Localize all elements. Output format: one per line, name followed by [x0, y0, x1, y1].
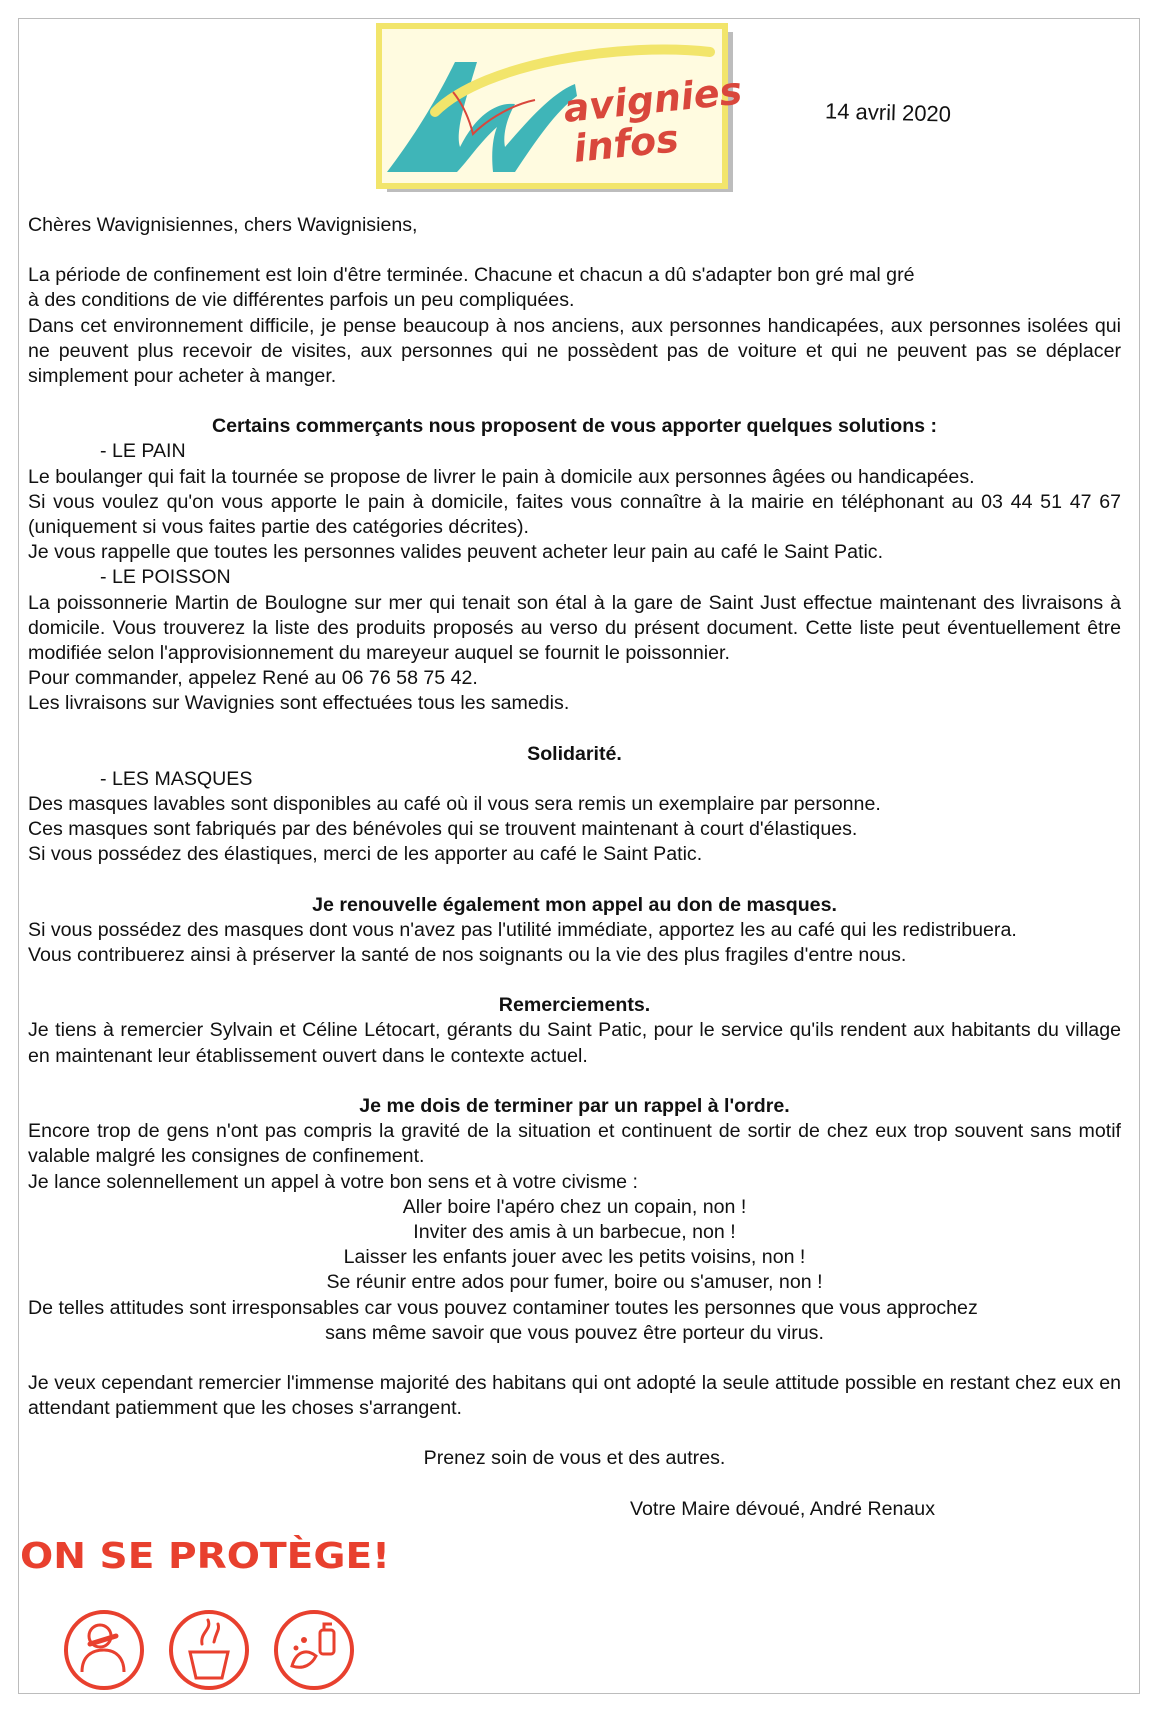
prenez-soin: Prenez soin de vous et des autres. [423, 1447, 726, 1470]
poisson-title: - LE POISSON [100, 566, 231, 589]
letter-body [28, 213, 1121, 1522]
commerce-heading: Certains commerçants nous proposent de vous apporter quelques solutions : [211, 415, 938, 438]
letter-date: 14 avril 2020 [824, 98, 952, 127]
poisson-paragraph: La poissonnerie Martin de Boulogne sur mer qui tenait son étal à la gare de Saint Just effectue maintenant des livraisons à domicile. Vous trouverez la liste des produits proposés au verso du présent document. Cette liste peut éventuellement être modifiée selon l'approvisionnement du mareyeur auquel se fournit le poissonnier. [28, 591, 1121, 665]
intro-line-1: La période de confinement est loin d'être terminée. Chacune et chacun a dû s'adapter bon gré mal gré [28, 264, 915, 287]
majorite-paragraph: Je veux cependant remercier l'immense majorité des habitans qui ont adopté la seule attitude possible en restant chez eux en attendant patiemment que les choses s'arrangent. [28, 1371, 1121, 1420]
poisson-delivery: Les livraisons sur Wavignies sont effectuées tous les samedis. [28, 692, 570, 715]
masques-line-3: Si vous possédez des élastiques, merci de les apporter au café le Saint Patic. [28, 843, 703, 866]
slogan: ON SE PROTÈGE! [20, 1536, 361, 1577]
ordre-list-item: Se réunir entre ados pour fumer, boire ou s'amuser, non ! [326, 1271, 823, 1294]
pain-line-1: Le boulanger qui fait la tournée se propose de livrer le pain à domicile aux personnes âgées ou handicapées. [28, 465, 975, 488]
ordre-list-item: Inviter des amis à un barbecue, non ! [413, 1220, 736, 1243]
attitudes-line-1: De telles attitudes sont irresponsables car vous pouvez contaminer toutes les personnes que vous approchez [28, 1296, 978, 1319]
ordre-line-2: Je lance solennellement un appel à votre bon sens et à votre civisme : [28, 1170, 638, 1193]
cough-in-elbow-icon [66, 1612, 142, 1688]
pain-line-3: Je vous rappelle que toutes les personnes valides peuvent acheter leur pain au café le Saint Patic. [28, 541, 884, 564]
hand-wash-icon [276, 1612, 352, 1688]
ordre-line-1: Encore trop de gens n'ont pas compris la gravité de la situation et continuent de sortir de chez eux trop souvent sans motif valable malgré les consignes de confinement. [28, 1120, 1121, 1168]
remerciements-heading: Remerciements. [498, 994, 651, 1017]
greeting: Chères Wavignisiennes, chers Wavignisiens, [28, 214, 418, 236]
wavignies-infos-logo [365, 22, 765, 200]
tissue-bin-icon [171, 1612, 247, 1688]
logo-text-line2: infos [571, 116, 681, 171]
pain-line-2: Si vous voulez qu'on vous apporte le pain à domicile, faites vous connaître à la mairie en téléphonant au 03 44 51 47 67 (uniquement si vous faites partie des catégories décrites). [28, 490, 1121, 539]
pain-title: - LE PAIN [100, 440, 186, 463]
don-heading: Je renouvelle également mon appel au don de masques. [312, 893, 837, 916]
intro-paragraph: Dans cet environnement difficile, je pense beaucoup à nos anciens, aux personnes handicapées, aux personnes isolées qui ne peuvent plus recevoir de visites, aux personnes qui ne possèdent pas de voiture et qui ne peuvent pas se déplacer simplement pour acheter à manger. [28, 314, 1121, 388]
logo-text-line1: avignies [561, 68, 745, 131]
intro-line-2: à des conditions de vie différentes parfois un peu compliquées. [28, 289, 575, 312]
solidarite-heading: Solidarité. [527, 742, 622, 765]
don-line-2: Vous contribuerez ainsi à préserver la santé de nos soignants ou la vie des plus fragiles d'entre nous. [28, 944, 907, 967]
attitudes-line-2: sans même savoir que vous pouvez être porteur du virus. [325, 1321, 824, 1344]
poisson-phone: Pour commander, appelez René au 06 76 58 75 42. [28, 667, 478, 690]
masques-line-1: Des masques lavables sont disponibles au café où il vous sera remis un exemplaire par personne. [28, 793, 881, 816]
remerciements-paragraph: Je tiens à remercier Sylvain et Céline Létocart, gérants du Saint Patic, pour le service qu'ils rendent aux habitants du village en maintenant leur établissement ouvert dans le contexte actuel. [28, 1019, 1121, 1067]
don-line-1: Si vous possédez des masques dont vous n'avez pas l'utilité immédiate, apportez les au café qui les redistribuera. [28, 918, 1017, 941]
ordre-list-item: Aller boire l'apéro chez un copain, non ! [402, 1195, 747, 1218]
masques-title: - LES MASQUES [100, 767, 253, 790]
ordre-list-item: Laisser les enfants jouer avec les petits voisins, non ! [343, 1246, 806, 1269]
masques-line-2: Ces masques sont fabriqués par des bénévoles qui se trouvent maintenant à court d'élastiques. [28, 818, 858, 841]
ordre-heading: Je me dois de terminer par un rappel à l'ordre. [359, 1094, 790, 1117]
protection-banner [20, 1532, 400, 1702]
signature: Votre Maire dévoué, André Renaux [630, 1497, 935, 1520]
